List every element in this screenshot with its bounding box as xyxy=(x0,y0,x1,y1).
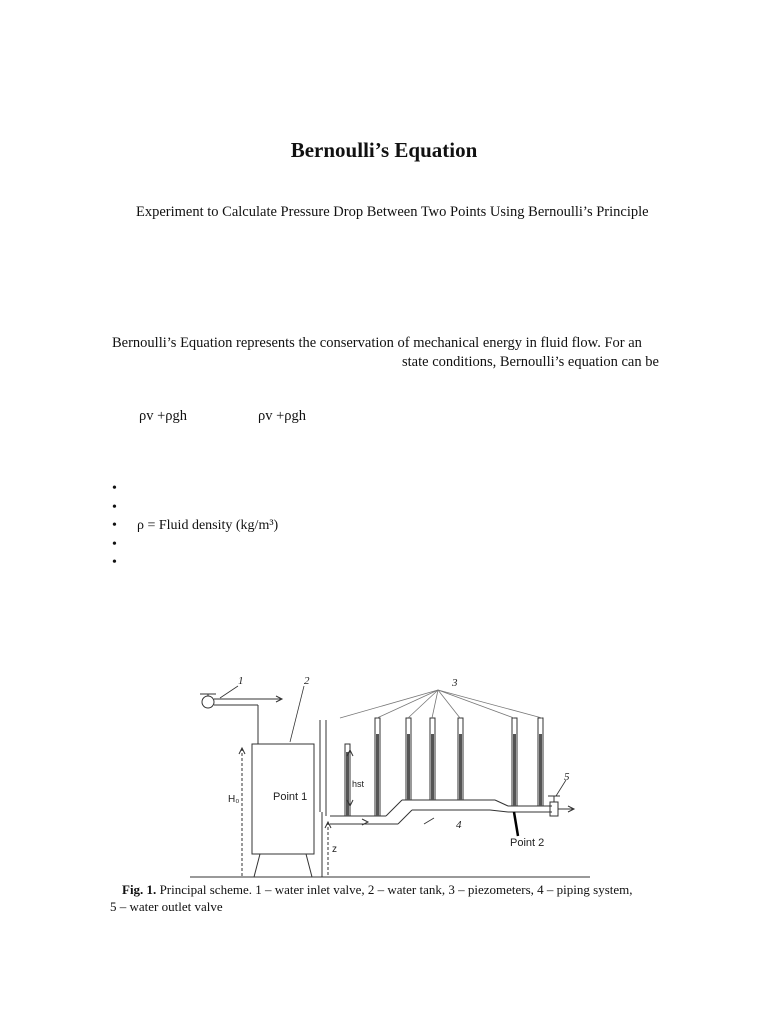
list-item xyxy=(112,517,278,536)
bullet-icon: • xyxy=(112,536,117,552)
principal-scheme-diagram xyxy=(190,672,590,882)
label-h0: H₀ xyxy=(228,794,240,805)
label-point-2: Point 2 xyxy=(510,837,545,849)
inlet-valve-icon xyxy=(202,696,214,708)
label-point-1: Point 1 xyxy=(273,791,308,803)
list-item xyxy=(112,499,278,518)
label-z: z xyxy=(332,844,337,855)
caption-principal: Principal xyxy=(159,882,207,897)
figure-caption-line-2: 5 – water outlet valve xyxy=(110,899,223,914)
outlet-valve-icon xyxy=(550,802,558,816)
tank-leg xyxy=(254,854,260,877)
fluid-density-definition: ρ = Fluid density (kg/m³) xyxy=(137,518,279,533)
label-2: 2 xyxy=(304,675,310,687)
point-2-marker xyxy=(514,812,518,836)
caption-text: scheme. 1 – water inlet valve, 2 – water tank, 3 – piezometers, 4 – piping system, xyxy=(206,882,633,897)
piezometer-leader-lines xyxy=(340,690,542,718)
bullet-icon: • xyxy=(112,481,117,496)
bullet-icon: • xyxy=(112,555,117,570)
body-text-line-2: state conditions, Bernoulli’s equation can be xyxy=(402,354,659,370)
bullet-icon: • xyxy=(112,499,117,515)
list-item xyxy=(112,480,278,499)
variable-definitions-list xyxy=(112,480,278,573)
figure-number: Fig. 1. xyxy=(122,882,157,897)
label-3: 3 xyxy=(452,677,458,689)
label-1: 1 xyxy=(238,675,244,687)
label-4: 4 xyxy=(456,819,462,831)
document-title: Bernoulli’s Equation xyxy=(290,138,478,162)
label-5: 5 xyxy=(564,771,570,783)
equation-right-side: ρv +ρgh xyxy=(258,408,307,424)
bullet-icon: • xyxy=(112,518,117,533)
equation-left-side: ρv +ρgh xyxy=(139,408,188,424)
list-item xyxy=(112,536,278,555)
tank-leg xyxy=(306,854,312,877)
figure-caption-line-1 xyxy=(122,882,633,898)
document-subtitle: Experiment to Calculate Pressure Drop Between Two Points Using Bernoulli’s Principle xyxy=(136,204,649,220)
label-hst: hst xyxy=(352,779,365,789)
body-text-line-1: Bernoulli’s Equation represents the conservation of mechanical energy in fluid flow. For an xyxy=(112,335,642,351)
list-item xyxy=(112,554,278,573)
